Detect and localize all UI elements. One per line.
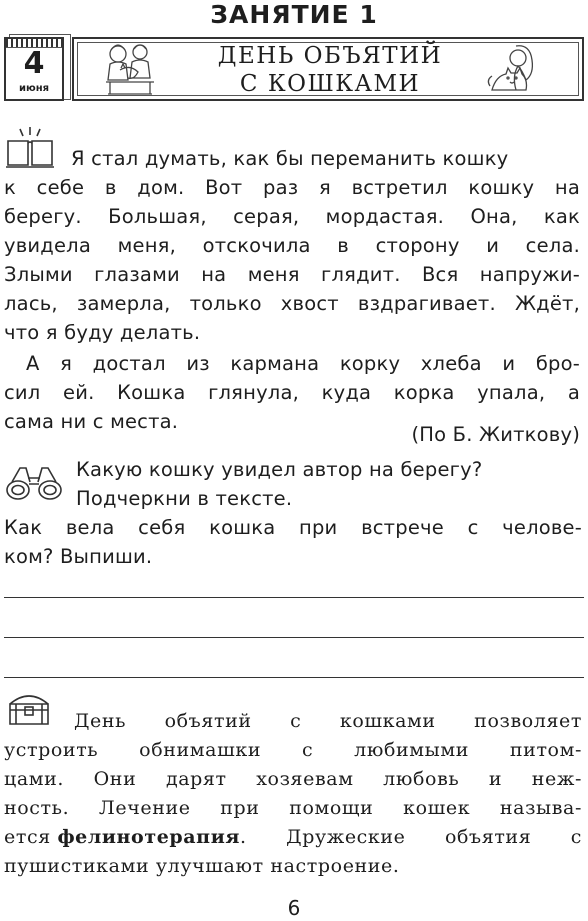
binoculars-icon xyxy=(4,462,64,502)
page-title xyxy=(130,42,530,98)
story-line: Злыми глазами на меня глядит. Вся напружи- xyxy=(4,263,580,286)
calendar-day: 4 xyxy=(23,46,45,81)
info-text: . Дружеские объятия с xyxy=(240,826,582,848)
story-source: (По Б. Житкову) xyxy=(411,423,580,446)
title-line-1: ДЕНЬ ОБЪЯТИЙ xyxy=(217,43,443,69)
question-line: ком? Выпиши. xyxy=(4,545,153,568)
question-line: Подчеркни в тексте. xyxy=(76,487,293,510)
story-line: сил ей. Кошка глянула, куда корка упала, а xyxy=(4,381,580,404)
calendar-badge xyxy=(4,37,64,101)
treasure-chest-icon xyxy=(6,688,52,728)
page-number: 6 xyxy=(287,896,301,920)
info-line: устроить обнимашки с любимыми питом- xyxy=(4,739,582,761)
story-line: к себе в дом. Вот раз я встретил кошку на xyxy=(4,176,580,199)
term-felinotherapy: фелинотерапия xyxy=(57,826,241,848)
answer-line[interactable] xyxy=(4,597,584,598)
story-line: что я буду делать. xyxy=(4,321,201,344)
lesson-heading: ЗАНЯТИЕ 1 xyxy=(210,0,378,29)
story-line: сама ни с места. xyxy=(4,410,179,433)
story-line: берегу. Большая, серая, мордастая. Она, как xyxy=(4,205,580,228)
question-line: Как вела себя кошка при встрече с челове- xyxy=(4,516,582,539)
story-line: лась, замерла, только хвост вздрагивает. Ждёт, xyxy=(4,292,580,315)
calendar-month: июня xyxy=(18,83,50,94)
info-text: ется xyxy=(4,826,58,848)
info-line-with-term xyxy=(4,823,582,851)
story-line: А я достал из кармана корку хлеба и бро- xyxy=(26,352,580,375)
open-book-icon xyxy=(4,125,56,169)
info-line: День объятий с кошками позволяет xyxy=(74,710,582,732)
answer-line[interactable] xyxy=(4,637,584,638)
answer-line[interactable] xyxy=(4,677,584,678)
info-line: пушистиками улучшают настроение. xyxy=(4,855,400,877)
info-line: цами. Они дарят хозяевам любовь и неж- xyxy=(4,768,582,790)
info-line: ность. Лечение при помощи кошек называ- xyxy=(4,797,582,819)
story-line: Я стал думать, как бы переманить кошку xyxy=(71,147,509,170)
question-line: Какую кошку увидел автор на берегу? xyxy=(76,458,483,481)
girl-hugging-cat-icon xyxy=(486,40,544,98)
story-line: увидела меня, отскочила в сторону и села. xyxy=(4,234,580,257)
title-line-2: С КОШКАМИ xyxy=(239,71,421,97)
